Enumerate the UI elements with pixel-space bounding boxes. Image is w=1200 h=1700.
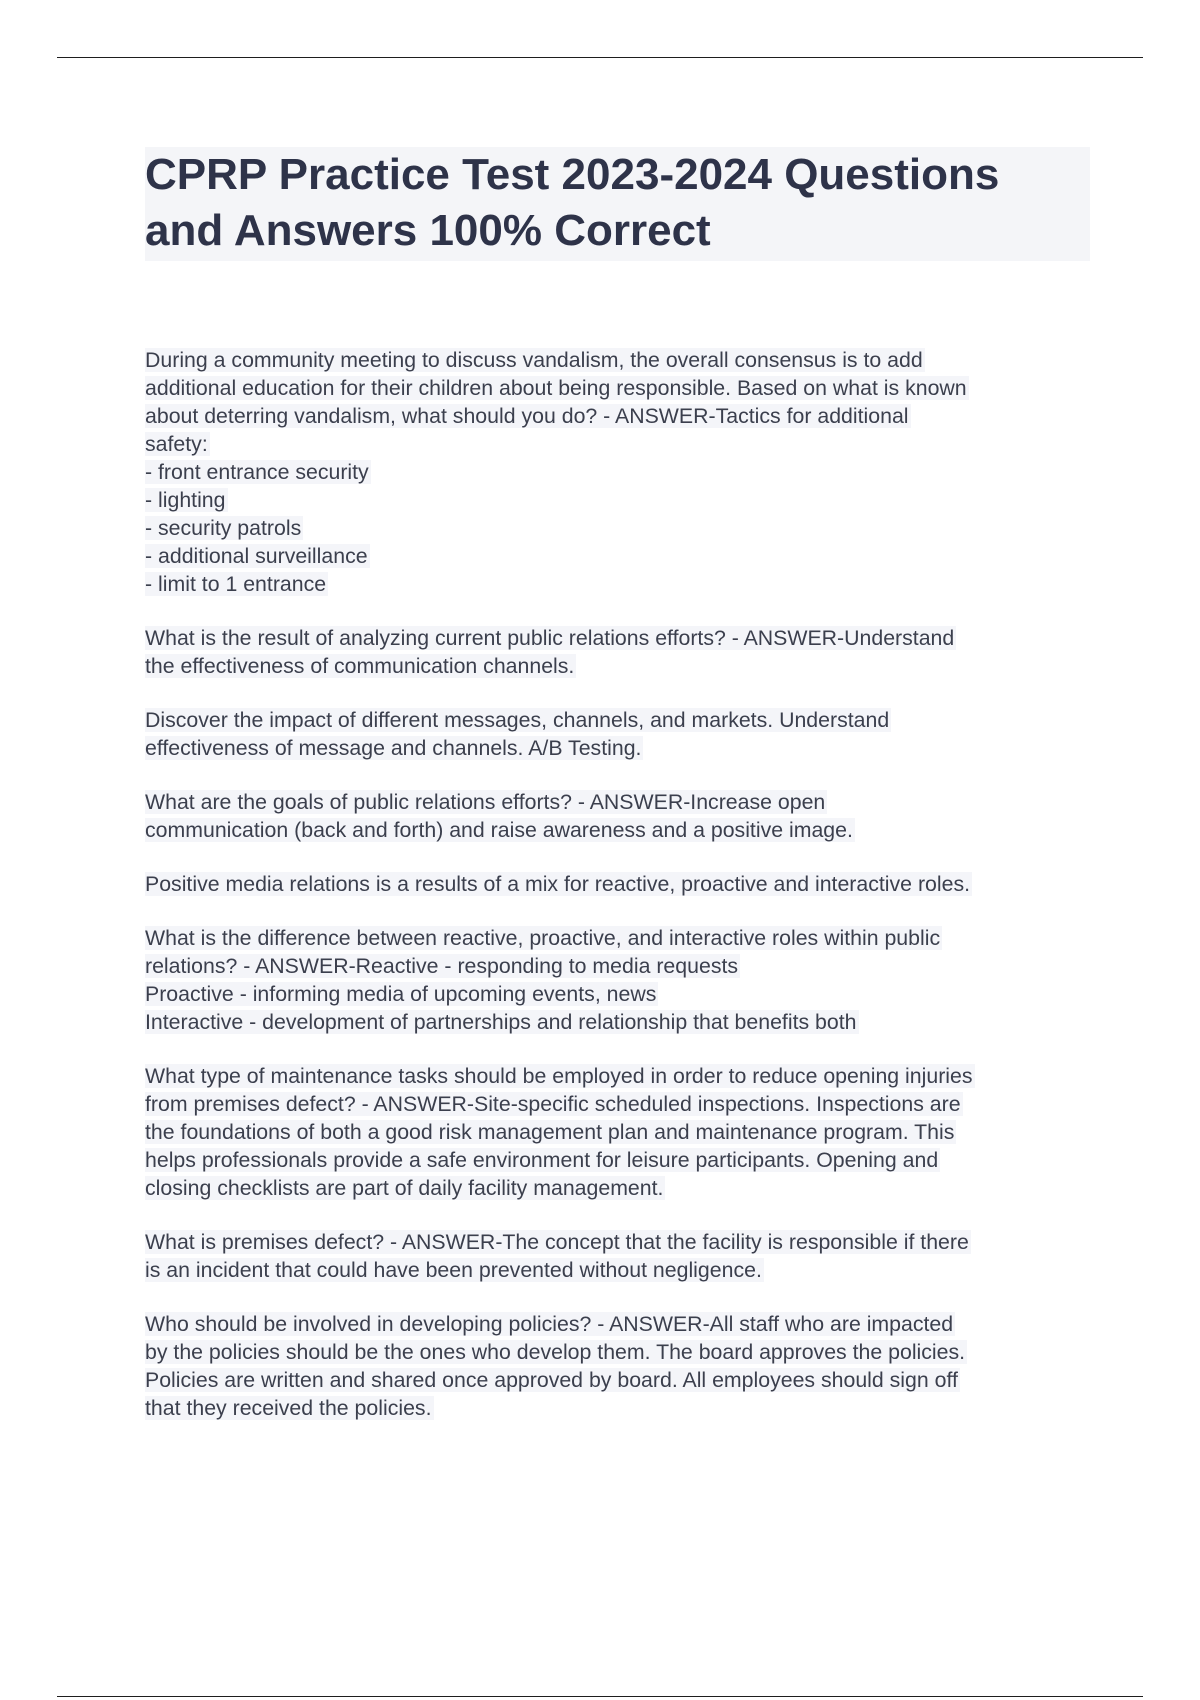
qa-line-text: Who should be involved in developing policies? - ANSWER-All staff who are impacted (145, 1312, 954, 1336)
document-page (145, 147, 1090, 1448)
qa-line-text: additional education for their children about being responsible. Based on what is known (145, 376, 967, 400)
qa-line (145, 514, 1090, 542)
qa-line (145, 1256, 1090, 1284)
document-title (145, 147, 1090, 261)
qa-line-text: What is the result of analyzing current public relations efforts? - ANSWER-Understand (145, 626, 955, 650)
qa-line-text: closing checklists are part of daily facility management. (145, 1176, 664, 1200)
qa-line-text: - security patrols (145, 516, 302, 540)
qa-line (145, 816, 1090, 844)
qa-line-text: that they received the policies. (145, 1396, 432, 1420)
qa-line-text: What is premises defect? - ANSWER-The concept that the facility is responsible if there (145, 1230, 969, 1254)
qa-line-text: During a community meeting to discuss vandalism, the overall consensus is to add (145, 348, 923, 372)
qa-line (145, 1394, 1090, 1422)
qa-entry (145, 1062, 1090, 1202)
qa-line (145, 924, 1090, 952)
qa-line-text: safety: (145, 432, 208, 456)
qa-line (145, 402, 1090, 430)
qa-entry (145, 788, 1090, 844)
qa-line (145, 1338, 1090, 1366)
qa-line-text: Discover the impact of different messages, channels, and markets. Understand (145, 708, 890, 732)
qa-entry (145, 346, 1090, 598)
footer-rule (57, 1696, 1143, 1697)
qa-line-text: - additional surveillance (145, 544, 368, 568)
qa-line (145, 458, 1090, 486)
qa-line (145, 430, 1090, 458)
qa-line (145, 1174, 1090, 1202)
qa-line-text: the effectiveness of communication channels. (145, 654, 575, 678)
qa-line (145, 952, 1090, 980)
qa-line (145, 706, 1090, 734)
qa-line-text: relations? - ANSWER-Reactive - responding to media requests (145, 954, 739, 978)
qa-line-text: Policies are written and shared once approved by board. All employees should sign off (145, 1368, 958, 1392)
qa-line (145, 624, 1090, 652)
qa-line (145, 1310, 1090, 1338)
qa-entry (145, 1310, 1090, 1422)
qa-line-text: - lighting (145, 488, 226, 512)
qa-line (145, 346, 1090, 374)
qa-line (145, 1090, 1090, 1118)
qa-line-text: by the policies should be the ones who develop them. The board approves the policies. (145, 1340, 966, 1364)
qa-line (145, 486, 1090, 514)
qa-line-text: about deterring vandalism, what should you do? - ANSWER-Tactics for additional (145, 404, 909, 428)
qa-line (145, 1118, 1090, 1146)
qa-line-text: is an incident that could have been prevented without negligence. (145, 1258, 762, 1282)
qa-line-text: - limit to 1 entrance (145, 572, 327, 596)
qa-line-text: What is the difference between reactive, proactive, and interactive roles within public (145, 926, 941, 950)
qa-line (145, 980, 1090, 1008)
title-line: and Answers 100% Correct (145, 206, 711, 255)
qa-line (145, 1146, 1090, 1174)
qa-line (145, 1008, 1090, 1036)
qa-line (145, 1366, 1090, 1394)
qa-line-text: Proactive - informing media of upcoming events, news (145, 982, 657, 1006)
qa-line-text: Interactive - development of partnerships and relationship that benefits both (145, 1010, 857, 1034)
qa-line-text: What are the goals of public relations efforts? - ANSWER-Increase open (145, 790, 826, 814)
qa-entry (145, 924, 1090, 1036)
title-line: CPRP Practice Test 2023-2024 Questions (145, 150, 1000, 199)
qa-entry (145, 1228, 1090, 1284)
qa-list (145, 346, 1090, 1422)
qa-entry (145, 624, 1090, 680)
qa-line-text: Positive media relations is a results of a mix for reactive, proactive and interactive roles. (145, 872, 971, 896)
qa-line (145, 734, 1090, 762)
qa-line-text: helps professionals provide a safe environment for leisure participants. Opening and (145, 1148, 939, 1172)
qa-line (145, 652, 1090, 680)
qa-line-text: from premises defect? - ANSWER-Site-specific scheduled inspections. Inspections are (145, 1092, 961, 1116)
qa-line (145, 1062, 1090, 1090)
qa-line (145, 1228, 1090, 1256)
qa-line-text: communication (back and forth) and raise awareness and a positive image. (145, 818, 853, 842)
qa-line-text: - front entrance security (145, 460, 369, 484)
qa-line-text: What type of maintenance tasks should be employed in order to reduce opening injuries (145, 1064, 973, 1088)
qa-line (145, 570, 1090, 598)
qa-line-text: the foundations of both a good risk management plan and maintenance program. This (145, 1120, 955, 1144)
qa-entry (145, 870, 1090, 898)
header-rule (57, 57, 1143, 58)
qa-line (145, 542, 1090, 570)
qa-entry (145, 706, 1090, 762)
qa-line (145, 870, 1090, 898)
qa-line (145, 788, 1090, 816)
qa-line (145, 374, 1090, 402)
qa-line-text: effectiveness of message and channels. A/B Testing. (145, 736, 642, 760)
